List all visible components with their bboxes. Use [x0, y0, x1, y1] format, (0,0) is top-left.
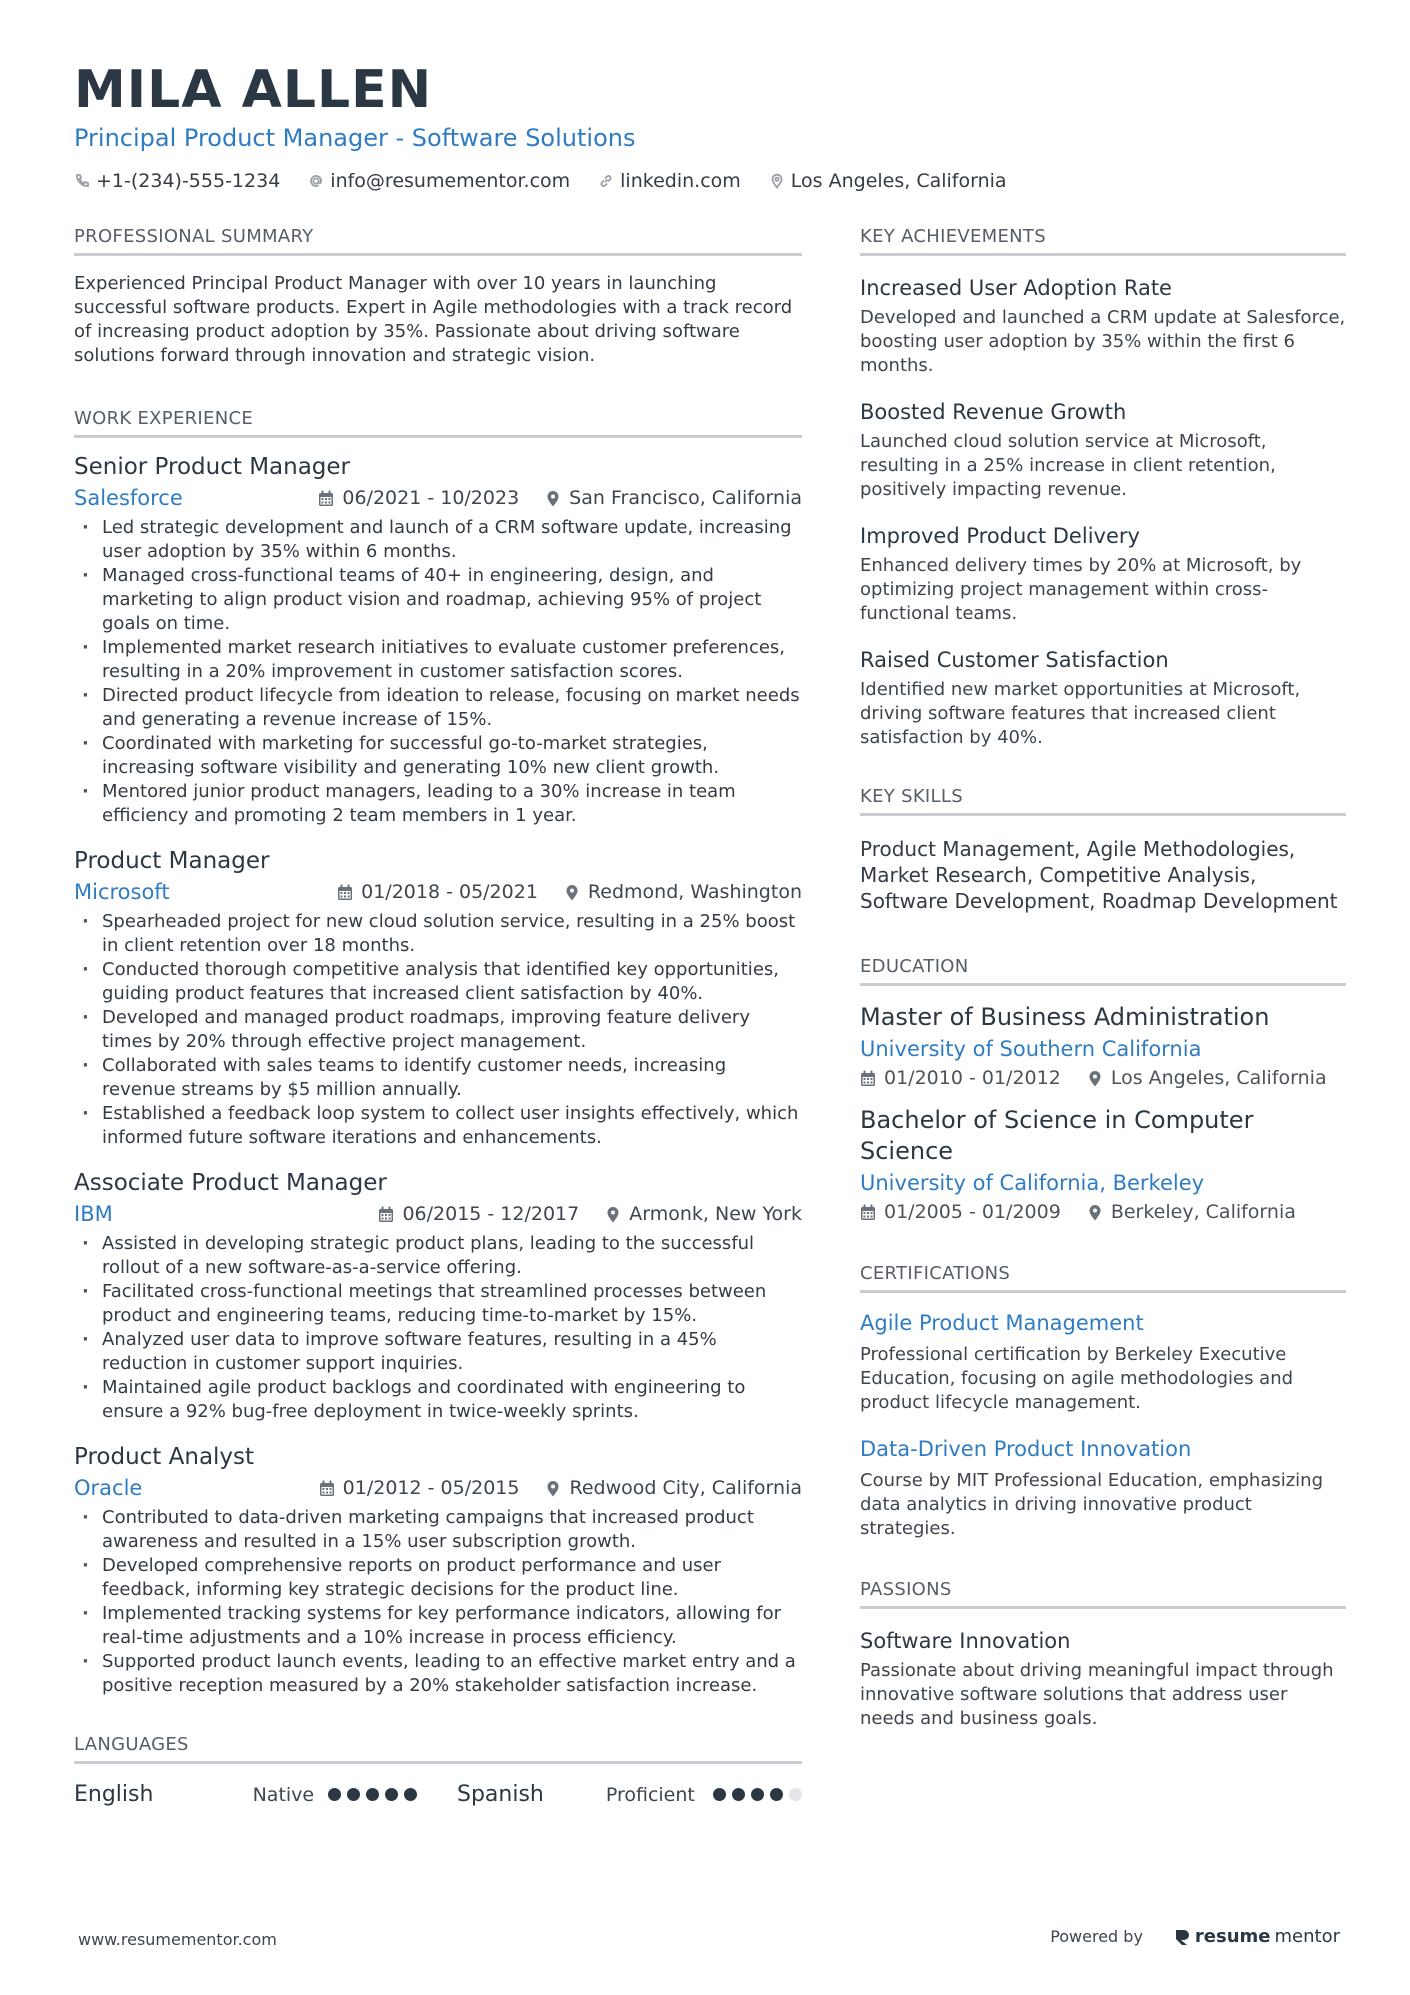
- job-location: [545, 1477, 802, 1499]
- rating-dot: [751, 1788, 764, 1801]
- achievement-item: [860, 646, 1346, 750]
- calendar-icon: [860, 1070, 876, 1087]
- certification-desc: Professional certification by Berkeley Executive Education, focusing on agile methodologies and product lifecycle management.: [860, 1344, 1294, 1413]
- education-item: [860, 1002, 1346, 1089]
- location-pin-icon: [545, 490, 561, 507]
- job-bullet: · Maintained agile product backlogs and coordinated with engineering to ensure a 92% bug-free deployment in twice-weekly sprints.: [74, 1376, 802, 1424]
- achievement-desc: Identified new market opportunities at Microsoft, driving software features that increased client satisfaction by 40%.: [860, 679, 1301, 748]
- job-bullet: · Established a feedback loop system to collect user insights effectively, which informed future software iterations and enhancements.: [74, 1102, 802, 1150]
- rating-dot: [347, 1788, 360, 1801]
- job-dates-text: 01/2018 - 05/2021: [361, 881, 538, 903]
- job-list: [74, 452, 802, 1698]
- job-bullet: · Led strategic development and launch of a CRM software update, increasing user adoption by 35% within 6 months.: [74, 516, 802, 564]
- language-level: Native: [252, 1783, 315, 1806]
- resumementor-logo-icon: [1173, 1928, 1191, 1946]
- calendar-icon: [860, 1204, 876, 1221]
- job-bullet: · Implemented market research initiatives to evaluate customer preferences, resulting in a 20% improvement in customer satisfaction scores.: [74, 636, 802, 684]
- job-entry: [74, 1442, 802, 1698]
- job-details: [318, 487, 802, 509]
- location-pin-icon: [1087, 1070, 1103, 1087]
- achievement-list: [860, 274, 1346, 750]
- location-pin-icon: [564, 884, 580, 901]
- contact-location: [769, 170, 1007, 192]
- job-bullet: · Collaborated with sales teams to identify customer needs, increasing revenue streams by $5 million annually.: [74, 1054, 802, 1102]
- education-dates: [860, 1067, 1061, 1089]
- contact-bar: [74, 170, 1344, 192]
- job-entry: [74, 846, 802, 1150]
- job-bullet: · Developed comprehensive reports on product performance and user feedback, informing key strategic decisions for the product line.: [74, 1554, 802, 1602]
- skills-heading: KEY SKILLS: [860, 786, 1346, 816]
- job-location-text: San Francisco, California: [569, 487, 802, 509]
- achievement-item: [860, 274, 1346, 378]
- skills-text: Product Management, Agile Methodologies, Market Research, Competitive Analysis, Software Development, Roadmap Development: [860, 837, 1338, 913]
- language-name: English: [74, 1782, 154, 1807]
- certification-item: [860, 1309, 1346, 1415]
- achievement-title: Improved Product Delivery: [860, 524, 1140, 548]
- job-bullet: · Directed product lifecycle from ideation to release, focusing on market needs and generating a revenue increase of 15%.: [74, 684, 802, 732]
- linkedin-text: linkedin.com: [620, 170, 741, 192]
- achievement-title: Boosted Revenue Growth: [860, 400, 1127, 424]
- language-rating: [713, 1788, 802, 1801]
- contact-email[interactable]: [308, 170, 570, 192]
- job-bullet: · Analyzed user data to improve software features, resulting in a 45% reduction in customer support inquiries.: [74, 1328, 802, 1376]
- achievement-item: [860, 398, 1346, 502]
- right-column: [860, 226, 1346, 1731]
- calendar-icon: [337, 884, 353, 901]
- job-location-text: Redwood City, California: [569, 1477, 802, 1499]
- footer-branding: [1050, 1926, 1340, 1947]
- certification-list: [860, 1309, 1346, 1541]
- achievement-title: Raised Customer Satisfaction: [860, 648, 1169, 672]
- education-dates: [860, 1201, 1061, 1223]
- job-meta: [74, 486, 802, 510]
- rating-dot: [385, 1788, 398, 1801]
- calendar-icon: [378, 1206, 394, 1223]
- job-bullet: · Mentored junior product managers, leading to a 30% increase in team efficiency and promoting 2 team members in 1 year.: [74, 780, 802, 828]
- job-bullet: · Managed cross-functional teams of 40+ in engineering, design, and marketing to align product vision and roadmap, achieving 95% of project goals on time.: [74, 564, 802, 636]
- calendar-icon: [318, 490, 334, 507]
- job-location-text: Redmond, Washington: [587, 881, 802, 903]
- language-level: Proficient: [605, 1783, 695, 1806]
- rating-dot: [770, 1788, 783, 1801]
- job-entry: [74, 452, 802, 828]
- calendar-icon: [319, 1480, 335, 1497]
- education-degree: Bachelor of Science in Computer Science: [860, 1106, 1254, 1165]
- footer-website[interactable]: www.resumementor.com: [78, 1930, 277, 1949]
- education-item: [860, 1105, 1346, 1223]
- candidate-name: MILA ALLEN: [74, 60, 433, 120]
- job-location: [545, 487, 802, 509]
- phone-icon: [74, 173, 90, 189]
- achievement-desc: Developed and launched a CRM update at Salesforce, boosting user adoption by 35% within the first 6 months.: [860, 307, 1346, 376]
- education-list: [860, 1002, 1346, 1223]
- rating-dot: [404, 1788, 417, 1801]
- resume-header: [74, 58, 1344, 192]
- job-details: [319, 1477, 802, 1499]
- achievements-heading: KEY ACHIEVEMENTS: [860, 226, 1346, 256]
- experience-heading: WORK EXPERIENCE: [74, 408, 802, 438]
- job-bullet: · Spearheaded project for new cloud solution service, resulting in a 25% boost in client retention over 18 months.: [74, 910, 802, 958]
- education-heading: EDUCATION: [860, 956, 1346, 986]
- passion-item: [860, 1627, 1346, 1731]
- education-location: [1087, 1201, 1296, 1223]
- phone-text: +1-(234)-555-1234: [96, 170, 281, 192]
- location-pin-icon: [1087, 1204, 1103, 1221]
- job-bullets: [74, 910, 802, 1150]
- job-bullets: [74, 516, 802, 828]
- education-dates-text: 01/2010 - 01/2012: [884, 1067, 1061, 1089]
- languages-heading: LANGUAGES: [74, 1734, 802, 1764]
- job-bullet: · Conducted thorough competitive analysis that identified key opportunities, guiding product features that increased client satisfaction by 40%.: [74, 958, 802, 1006]
- powered-by-label: Powered by: [1050, 1927, 1143, 1946]
- achievement-title: Increased User Adoption Rate: [860, 276, 1172, 300]
- job-company: Microsoft: [74, 880, 170, 904]
- job-meta: [74, 1476, 802, 1500]
- rating-dot: [732, 1788, 745, 1801]
- job-dates: [319, 1477, 520, 1499]
- job-details: [337, 881, 802, 903]
- education-location-text: Berkeley, California: [1110, 1201, 1296, 1223]
- achievement-desc: Launched cloud solution service at Microsoft, resulting in a 25% increase in client retention, positively impacting revenue.: [860, 431, 1276, 500]
- rating-dot: [366, 1788, 379, 1801]
- location-text: Los Angeles, California: [790, 170, 1007, 192]
- job-location: [605, 1203, 802, 1225]
- job-title: Senior Product Manager: [74, 454, 351, 480]
- job-company: IBM: [74, 1202, 113, 1226]
- job-dates-text: 06/2015 - 12/2017: [402, 1203, 580, 1225]
- job-title: Associate Product Manager: [74, 1170, 387, 1196]
- passion-desc: Passionate about driving meaningful impact through innovative software solutions that address user needs and business goals.: [860, 1660, 1334, 1729]
- job-meta: [74, 880, 802, 904]
- job-dates: [337, 881, 538, 903]
- education-school: University of California, Berkeley: [860, 1171, 1205, 1195]
- job-bullet: · Developed and managed product roadmaps, improving feature delivery times by 20% through effective project management.: [74, 1006, 802, 1054]
- job-dates-text: 06/2021 - 10/2023: [342, 487, 520, 509]
- language-name: Spanish: [457, 1782, 544, 1807]
- education-school: University of Southern California: [860, 1037, 1202, 1061]
- job-bullets: [74, 1232, 802, 1424]
- education-details: [860, 1201, 1346, 1223]
- education-location-text: Los Angeles, California: [1110, 1067, 1327, 1089]
- job-title: Product Analyst: [74, 1444, 255, 1470]
- brand-resume: resume: [1194, 1926, 1271, 1947]
- job-location-text: Armonk, New York: [629, 1203, 802, 1225]
- job-company: Oracle: [74, 1476, 143, 1500]
- job-bullet: · Assisted in developing strategic product plans, leading to the successful rollout of a new software-as-a-service offering.: [74, 1232, 802, 1280]
- achievement-desc: Enhanced delivery times by 20% at Microsoft, by optimizing project management within cross-functional teams.: [860, 555, 1302, 624]
- left-column: [74, 226, 802, 1807]
- achievement-item: [860, 522, 1346, 626]
- job-bullet: · Implemented tracking systems for key performance indicators, allowing for real-time adjustments and a 10% increase in process efficiency.: [74, 1602, 802, 1650]
- certification-desc: Course by MIT Professional Education, emphasizing data analytics in driving innovative product strategies.: [860, 1470, 1324, 1539]
- certification-title: Data-Driven Product Innovation: [860, 1437, 1192, 1461]
- job-dates-text: 01/2012 - 05/2015: [342, 1477, 520, 1499]
- contact-linkedin[interactable]: [598, 170, 741, 192]
- brand-logo[interactable]: [1173, 1926, 1340, 1947]
- rating-dot: [328, 1788, 341, 1801]
- job-company: Salesforce: [74, 486, 183, 510]
- languages-row: [74, 1782, 802, 1807]
- job-title: Product Manager: [74, 848, 270, 874]
- language-rating: [328, 1788, 417, 1801]
- brand-mentor: mentor: [1274, 1926, 1340, 1947]
- summary-heading: PROFESSIONAL SUMMARY: [74, 226, 802, 256]
- education-dates-text: 01/2005 - 01/2009: [884, 1201, 1061, 1223]
- contact-phone[interactable]: [74, 170, 280, 192]
- job-meta: [74, 1202, 802, 1226]
- job-details: [378, 1203, 802, 1225]
- job-bullet: · Facilitated cross-functional meetings that streamlined processes between product and engineering teams, reducing time-to-market by 15%.: [74, 1280, 802, 1328]
- passion-title: Software Innovation: [860, 1629, 1071, 1653]
- job-dates: [318, 487, 519, 509]
- summary-text: Experienced Principal Product Manager with over 10 years in launching successful software products. Expert in Agile methodologies with a track record of increasing product adoption by 35%. Passionate about driving software solutions forward through innovation and strategic vision.: [74, 273, 793, 366]
- location-pin-icon: [605, 1206, 621, 1223]
- rating-dot: [713, 1788, 726, 1801]
- education-degree: Master of Business Administration: [860, 1003, 1270, 1031]
- education-details: [860, 1067, 1346, 1089]
- job-bullet: · Supported product launch events, leading to an effective market entry and a positive reception measured by a 20% stakeholder satisfaction increase.: [74, 1650, 802, 1698]
- job-bullet: · Coordinated with marketing for successful go-to-market strategies, increasing software visibility and generating 10% new client growth.: [74, 732, 802, 780]
- link-icon: [598, 173, 614, 189]
- passions-heading: PASSIONS: [860, 1579, 1346, 1609]
- passion-list: [860, 1627, 1346, 1731]
- education-location: [1087, 1067, 1327, 1089]
- job-bullets: [74, 1506, 802, 1698]
- certification-title: Agile Product Management: [860, 1311, 1144, 1335]
- certification-item: [860, 1435, 1346, 1541]
- location-pin-icon: [545, 1480, 561, 1497]
- job-location: [564, 881, 802, 903]
- rating-dot: [789, 1788, 802, 1801]
- job-bullet: · Contributed to data-driven marketing campaigns that increased product awareness and resulted in a 15% user subscription growth.: [74, 1506, 802, 1554]
- job-dates: [378, 1203, 579, 1225]
- at-icon: [308, 173, 324, 189]
- candidate-role: Principal Product Manager - Software Solutions: [74, 124, 636, 152]
- location-pin-icon: [769, 173, 785, 189]
- email-text: info@resumementor.com: [330, 170, 571, 192]
- certifications-heading: CERTIFICATIONS: [860, 1263, 1346, 1293]
- job-entry: [74, 1168, 802, 1424]
